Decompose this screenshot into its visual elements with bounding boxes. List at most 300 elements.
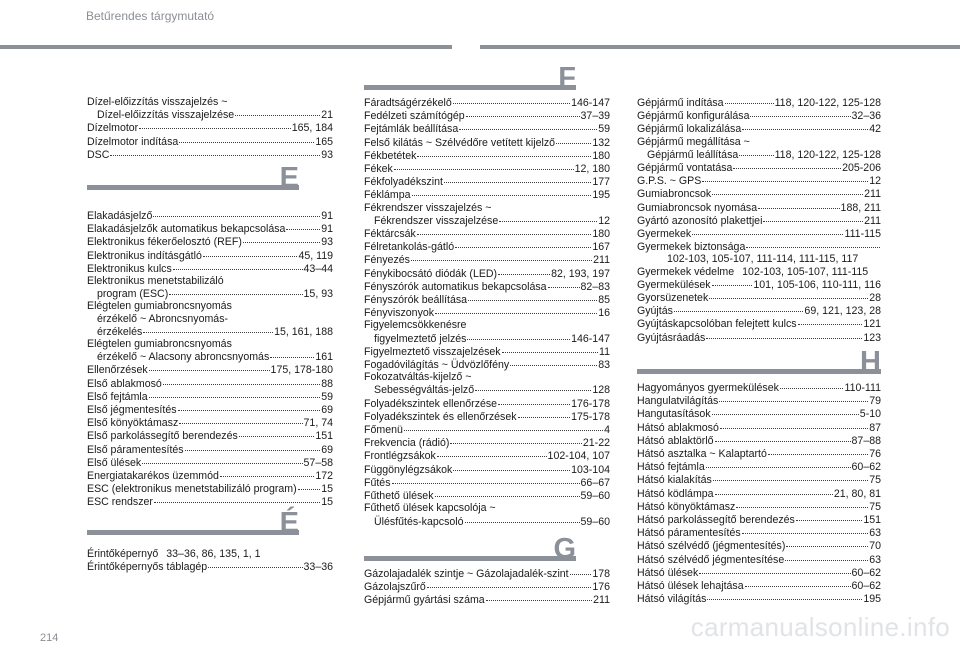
dot-leader (746, 238, 880, 248)
dot-leader (709, 289, 868, 299)
index-entry (364, 306, 610, 319)
index-page-ref: 167 (592, 241, 610, 254)
dot-leader (475, 381, 591, 391)
index-page-ref: 83 (598, 359, 610, 372)
index-term: Elégtelen gumiabroncsnyomás (87, 338, 232, 351)
index-term: Gépjármű konfigurálása (637, 110, 750, 123)
dot-leader (220, 467, 314, 477)
index-page-ref: 175, 178-180 (270, 364, 333, 377)
dot-leader (702, 172, 868, 182)
index-term: Gépjármű gyártási száma (364, 594, 485, 607)
index-page-ref: 66–67 (580, 476, 610, 489)
index-term: Elakadásjelző (87, 210, 153, 222)
index-page-ref: 70 (869, 540, 881, 553)
index-page-ref: 177 (592, 176, 610, 189)
dot-leader (570, 565, 592, 575)
index-page-ref: 37–39 (580, 110, 610, 123)
section-letter-e: E (279, 162, 299, 194)
dot-leader (154, 493, 320, 503)
index-entry (364, 502, 610, 527)
dot-leader (780, 379, 844, 389)
index-term: Hátsó páramentesítés (637, 527, 741, 540)
index-term: Fékbetétek (364, 149, 417, 162)
index-term: Elektronikus fékerőelosztó (REF) (87, 236, 242, 249)
dot-leader (417, 225, 592, 235)
index-entry-line (364, 397, 610, 410)
index-term: Gyorsüzenetek (637, 292, 709, 305)
index-term: Hátsó ülések lehajtása (637, 580, 744, 593)
index-page-ref: 63 (869, 553, 881, 566)
index-term: Hátsó asztalka ~ Kalaptartó (637, 448, 767, 461)
index-term: Fűtés (364, 476, 391, 489)
index-term: Hátsó szélvédő jégmentesítése (637, 553, 785, 566)
index-term: Hátsó ülések (637, 566, 699, 579)
index-term: Gázolajadalék szintje ~ Gázolajadalék-szint (364, 568, 569, 580)
index-term: Főmenü (364, 424, 403, 437)
index-term: Gyártó azonosító plakettjei (637, 214, 763, 227)
dot-leader (203, 247, 298, 257)
index-page-ref: 165, 184 (291, 122, 333, 135)
index-page-ref: 102-103, 105-107, 111-114, 111-115, 117 (667, 253, 859, 266)
index-term: Gépjármű megállítása ~ (637, 135, 750, 148)
index-term: DSC (87, 148, 110, 161)
index-page-ref: 132 (592, 136, 610, 149)
index-term: Fűthető ülések kapcsolója ~ (364, 502, 496, 515)
index-page-ref: 21, 80, 81 (833, 487, 881, 500)
index-term: Hagyományos gyermekülések (637, 382, 779, 394)
index-page-ref: 87–88 (851, 434, 881, 447)
index-page-ref: 102-103, 105-107, 111-115 (742, 265, 869, 278)
index-page-ref: 211 (864, 214, 881, 227)
section-divider-e-acute (87, 503, 299, 539)
dot-leader (110, 146, 320, 156)
index-term: Féktárcsák (364, 228, 416, 241)
index-page-ref: 211 (864, 188, 881, 201)
dot-leader (518, 408, 571, 418)
dot-leader (467, 330, 570, 340)
dot-leader (459, 120, 597, 130)
index-term: Gyújtás (637, 305, 673, 318)
index-page-ref: 60–62 (851, 461, 881, 474)
index-page-ref: 76 (869, 448, 881, 461)
index-page-ref: 211 (593, 254, 610, 267)
index-term: Hátsó ablaktörlő (637, 434, 714, 447)
dot-leader (169, 285, 302, 295)
dot-leader (736, 498, 868, 508)
dot-leader (745, 577, 851, 587)
index-page-ref: 32–36 (851, 110, 881, 123)
dot-leader (785, 551, 868, 561)
index-term: ESC rendszer (87, 496, 153, 509)
dot-leader (556, 134, 591, 144)
index-page-ref: 88 (321, 377, 333, 390)
index-entry (87, 96, 333, 121)
dot-leader (498, 395, 570, 405)
dot-leader (713, 471, 868, 481)
index-entry-line (637, 122, 881, 135)
index-page-ref: 33–36 (303, 561, 333, 574)
index-term: Dízel-előizzítás visszajelzés ~ (87, 96, 228, 108)
index-term: Sebességváltás-jelző (374, 384, 475, 397)
dot-leader (706, 458, 851, 468)
dot-leader (725, 94, 774, 104)
index-page-ref: 21-22 (582, 437, 610, 450)
section-letter-g: G (553, 533, 576, 565)
index-page-ref: 59–60 (580, 515, 610, 528)
index-page-ref: 21 (321, 109, 333, 122)
page-header-title: Betűrendes tárgymutató (86, 9, 215, 23)
index-page-ref: 188, 211 (840, 201, 881, 214)
index-entry-line (87, 560, 333, 573)
index-term: Hátsó parkolássegítő berendezés (637, 514, 795, 527)
index-page-ref: 79 (869, 395, 881, 408)
dot-leader (163, 375, 320, 385)
index-term: Gépjármű vontatása (637, 162, 733, 175)
index-term: érzékelő ~ Alacsony abroncsnyomás (97, 351, 270, 364)
dot-leader (465, 513, 580, 523)
dot-leader (796, 511, 862, 521)
index-page-ref: 128 (592, 384, 610, 397)
index-page-ref: 43–44 (303, 262, 333, 275)
index-term: Elektronikus indításgátló (87, 249, 202, 262)
index-page-ref: 195 (592, 189, 610, 202)
index-page-ref: 110-111 (844, 382, 881, 394)
index-term: Félretankolás-gátló (364, 241, 455, 254)
index-entry-line (364, 489, 610, 502)
index-page-ref: 57–58 (303, 456, 333, 469)
index-page-ref: 195 (863, 593, 881, 606)
index-entry (364, 319, 610, 344)
index-page-ref: 178 (592, 568, 610, 580)
index-term: Fáradtságérzékelő (364, 97, 452, 109)
index-page-ref: 161 (315, 351, 333, 364)
index-page-ref: 12 (598, 214, 610, 227)
index-section-e (87, 209, 333, 509)
index-term: Féklámpa (364, 189, 411, 202)
index-page-ref: 85 (598, 294, 610, 307)
index-entry (87, 262, 333, 275)
dot-leader (719, 392, 868, 402)
dot-leader (149, 388, 321, 398)
dot-leader (139, 119, 291, 129)
index-term: Hátsó szélvédő (jégmentesítés) (637, 540, 786, 553)
index-term: Frontlégzsákok (364, 450, 436, 463)
index-entry (364, 489, 610, 502)
index-section-d (87, 96, 333, 161)
dot-leader (235, 106, 320, 116)
dot-leader (179, 133, 314, 143)
index-term: Érintőképernyő (87, 548, 159, 560)
index-page-ref: 60–62 (851, 580, 881, 593)
index-term: Dízelmotor (87, 122, 139, 135)
index-entry (637, 136, 881, 161)
dot-leader (720, 419, 868, 429)
index-page-ref: 146-147 (571, 97, 610, 109)
index-term: Fokozatváltás-kijelző ~ (364, 371, 472, 384)
index-page-ref: 33–36, 86, 135, 1, 1 (166, 548, 261, 560)
index-term: Első ablakmosó (87, 377, 162, 390)
index-page-ref: 60–62 (851, 566, 881, 579)
dot-leader (733, 159, 841, 169)
dot-leader (699, 564, 850, 574)
index-page-ref: 11 (599, 345, 610, 358)
page-number: 214 (40, 632, 59, 644)
index-term: Hátsó világítás (637, 593, 707, 606)
index-term: Fejtámlák beállítása (364, 123, 459, 136)
index-page-ref: 87 (869, 421, 881, 434)
index-term: Fényszórók automatikus bekapcsolása (364, 280, 547, 293)
index-page-ref: 93 (321, 236, 333, 249)
index-term: Fogadóvilágítás ~ Üdvözlőfény (364, 359, 510, 372)
dot-leader (153, 207, 320, 217)
index-page-ref: 59 (321, 390, 333, 403)
index-page-ref: 15 (321, 496, 333, 509)
index-term: Ülésfűtés-kapcsoló (374, 515, 464, 528)
index-page-ref: 16 (598, 307, 610, 320)
index-page-ref: 176 (592, 581, 610, 594)
index-term: Gyermekek védelme (637, 265, 735, 278)
index-page-ref: 118, 120-122, 125-128 (774, 148, 881, 161)
dot-leader (159, 546, 165, 555)
dot-leader (798, 315, 863, 325)
index-term: Első páramentesítés (87, 443, 184, 456)
dot-leader (498, 265, 550, 275)
index-page-ref: 5-10 (859, 408, 881, 421)
index-term: Gyermekek biztonsága (637, 241, 746, 254)
index-term: Gyújtásráadás (637, 331, 706, 344)
dot-leader (435, 487, 580, 497)
dot-leader (455, 238, 591, 248)
index-page-ref: 75 (869, 500, 881, 513)
index-entry-line (637, 240, 881, 253)
index-entry (364, 188, 610, 201)
index-entry-line (87, 262, 333, 275)
index-page-ref: 211 (593, 594, 610, 607)
dot-leader (298, 480, 321, 490)
index-entry-line (364, 358, 610, 371)
index-entry-line (364, 593, 610, 606)
index-term: Gumiabroncsok nyomása (637, 201, 758, 214)
index-page-ref: 102-104, 107 (547, 450, 610, 463)
index-term: Gyújtáskapcsolóban felejtett kulcs (637, 318, 797, 331)
index-term: Fényszórók beállítása (364, 294, 468, 307)
index-term: Felső kilátás ~ Szélvédőre vetített kijelző (364, 136, 556, 149)
index-page-ref: 146-147 (571, 332, 610, 345)
index-page-ref: 175-178 (571, 410, 610, 423)
index-term: Gépjármű indítása (637, 97, 724, 109)
index-entry-line (364, 188, 610, 201)
dot-leader (712, 405, 859, 415)
index-term: Gumiabroncsok (637, 188, 712, 201)
index-page-ref: 75 (869, 474, 881, 487)
index-entry (637, 122, 881, 135)
index-term: Hátsó ablakmosó (637, 421, 719, 434)
index-term: Fékfolyadékszint (364, 176, 443, 189)
index-entry (364, 397, 610, 410)
index-page-ref: 71, 74 (303, 417, 333, 430)
dot-leader (149, 361, 270, 371)
index-term: Fényezés (364, 254, 410, 267)
dot-leader (548, 278, 580, 288)
section-divider-e (87, 158, 299, 194)
index-term: Ellenőrzések (87, 364, 148, 377)
dot-leader (179, 414, 302, 424)
index-page-ref: 151 (863, 514, 881, 527)
dot-leader (286, 220, 320, 230)
header-rule-right (480, 45, 960, 49)
section-rule (637, 369, 881, 374)
dot-leader (394, 160, 574, 170)
index-entry (87, 469, 333, 482)
index-page-ref: 165 (315, 135, 333, 148)
dot-leader (208, 558, 302, 568)
index-page-ref: 101, 105-106, 110-111, 116 (753, 278, 881, 291)
section-rule (364, 556, 576, 561)
dot-leader (143, 323, 273, 333)
index-entry (364, 371, 610, 396)
section-letter-f: F (558, 62, 576, 94)
index-entry (637, 266, 881, 278)
index-term: érzékelés (97, 325, 143, 338)
index-entry (637, 592, 881, 605)
index-entry-line (637, 266, 881, 278)
index-entry-line (364, 253, 610, 266)
index-term: Fékrendszer visszajelzése (374, 214, 499, 227)
index-term: Fékek (364, 163, 393, 176)
index-page-ref: 42 (869, 123, 881, 136)
index-page-ref: 121 (863, 318, 881, 331)
index-entry-line (87, 287, 333, 300)
section-rule (87, 185, 299, 190)
index-term: Gázolajszűrő (364, 581, 426, 594)
index-term: Elakadásjelzők automatikus bekapcsolása (87, 223, 286, 236)
index-term: Elektronikus menetstabilizáló (87, 275, 224, 288)
index-page-ref: 180 (592, 228, 610, 241)
index-term: Fedélzeti számítógép (364, 110, 465, 123)
index-page-ref: 103-104 (571, 463, 610, 476)
index-term: ESC (elektronikus menetstabilizáló program) (87, 483, 297, 496)
index-term-cont: érzékelő ~ Abroncsnyomás- (97, 312, 229, 325)
index-term: G.P.S. ~ GPS (637, 175, 702, 188)
index-term: Gyermekek (637, 228, 692, 241)
index-term: Hátsó kialakítás (637, 474, 712, 487)
dot-leader (486, 591, 592, 601)
index-term: Hátsó fejtámla (637, 461, 705, 474)
index-page-ref: 118, 120-122, 125-128 (774, 97, 881, 109)
index-section-g (364, 567, 610, 607)
index-page-ref: 82–83 (580, 280, 610, 293)
index-term: Folyadékszintek és ellenőrzések (364, 410, 517, 423)
index-term: Függönylégzsákok (364, 463, 453, 476)
index-entry-line (637, 592, 881, 605)
index-page-ref: 15, 93 (303, 288, 333, 301)
index-page-ref: 151 (315, 430, 333, 443)
index-term: Hátsó ködlámpa (637, 487, 714, 500)
index-entry (364, 593, 610, 606)
dot-leader (453, 461, 570, 471)
dot-leader (404, 421, 603, 431)
index-page-ref: 59–60 (580, 490, 610, 503)
index-term: Elektronikus kulcs (87, 262, 172, 275)
section-divider-f (364, 58, 576, 94)
index-section-g-cont (637, 96, 881, 344)
index-page-ref: 45, 119 (298, 249, 333, 262)
dot-leader (178, 401, 321, 411)
index-term: Első ülések (87, 456, 142, 469)
index-page-ref: 111-115 (844, 228, 881, 241)
index-entry (87, 275, 333, 300)
index-page-ref: 63 (869, 527, 881, 540)
index-term: Első fejtámla (87, 390, 148, 403)
index-page-ref: 91 (321, 210, 333, 222)
index-entry (364, 253, 610, 266)
index-term: Dízelmotor indítása (87, 135, 179, 148)
dot-leader (674, 302, 804, 312)
dot-leader (715, 485, 833, 495)
index-page-ref: 69, 121, 123, 28 (804, 305, 881, 318)
index-term: Fékrendszer visszajelzés ~ (364, 201, 492, 214)
index-term: Figyelmeztető visszajelzések (364, 345, 501, 358)
dot-leader (750, 107, 850, 117)
dot-leader (142, 454, 302, 464)
index-entry-line (87, 325, 333, 338)
index-entry (364, 358, 610, 371)
index-term: Figyelemcsökkenésre (364, 319, 467, 332)
index-section-e-acute (87, 548, 333, 573)
index-entry-line (364, 515, 610, 528)
index-section-h (637, 381, 881, 605)
index-term: Első könyöktámasz (87, 417, 179, 430)
dot-leader (510, 356, 597, 366)
dot-leader (412, 186, 592, 196)
index-page-ref: 12, 180 (574, 163, 610, 176)
dot-leader (499, 212, 597, 222)
section-letter-e-acute: É (279, 507, 299, 539)
index-term: program (ESC) (97, 288, 169, 301)
index-entry-line (87, 469, 333, 482)
index-page-ref: 82, 193, 197 (551, 267, 610, 280)
dot-leader (417, 147, 591, 157)
index-page-ref: 180 (592, 149, 610, 162)
section-divider-h (637, 342, 881, 378)
dot-leader (173, 260, 303, 270)
index-page-ref: 205-206 (842, 162, 881, 175)
dot-leader (435, 304, 597, 314)
index-page-ref: 15, 161, 188 (274, 325, 333, 338)
header-rule-left (0, 45, 452, 49)
dot-leader (427, 578, 591, 588)
dot-leader (763, 212, 863, 222)
dot-leader (786, 537, 868, 547)
index-term: Érintőképernyős táblagép (87, 561, 208, 574)
index-entry-line (364, 383, 610, 396)
index-entry-line (364, 306, 610, 319)
index-page-ref: 12 (869, 175, 881, 188)
index-page-ref: 4 (604, 424, 610, 437)
index-term: Frekvencia (rádió) (364, 437, 450, 450)
dot-leader (502, 343, 598, 353)
dot-leader (411, 251, 592, 261)
dot-leader (742, 120, 868, 130)
index-term: figyelmeztető jelzés (374, 332, 467, 345)
index-page-ref: 176-178 (571, 397, 610, 410)
index-page-ref: 123 (863, 331, 881, 344)
index-term: Energiatakarékos üzemmód (87, 470, 219, 483)
dot-leader (450, 434, 582, 444)
index-term: Folyadékszintek ellenőrzése (364, 397, 498, 410)
index-term: Gépjármű leállítása (647, 148, 739, 161)
dot-leader (707, 590, 862, 600)
